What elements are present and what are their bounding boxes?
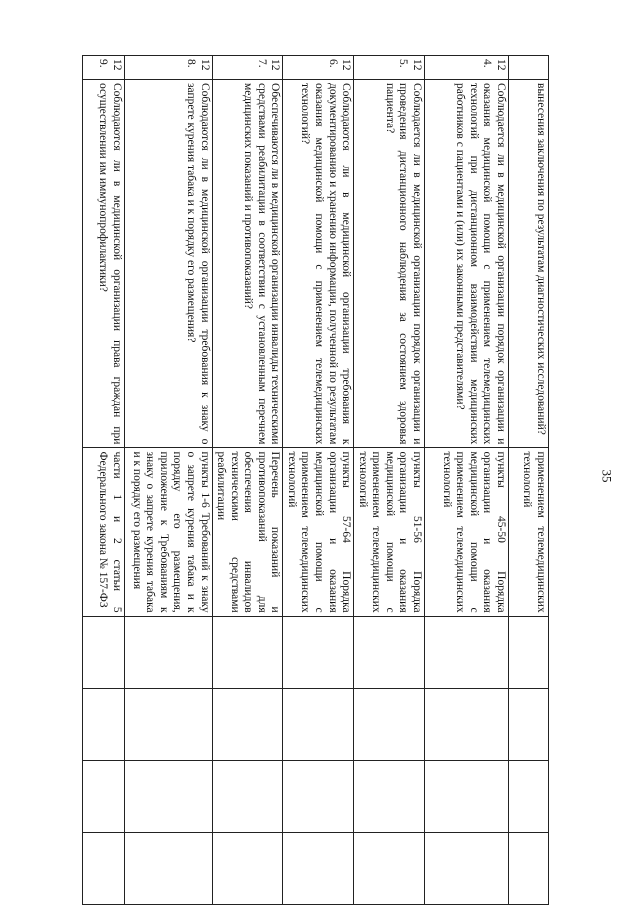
empty-cell	[212, 760, 283, 832]
checklist-table	[82, 55, 549, 905]
table-row	[425, 56, 509, 905]
row-number	[509, 56, 549, 80]
empty-cell	[509, 688, 549, 760]
empty-cell	[212, 832, 283, 904]
empty-cell	[425, 688, 509, 760]
question-cell: Соблюдается ли в медицинской организации порядок организации и проведения дистанционного наблюдения за состоянием здоровья пациента?	[354, 80, 425, 448]
empty-cell	[283, 832, 354, 904]
empty-cell	[212, 688, 283, 760]
row-number: 126.	[283, 56, 354, 80]
reference-cell: Перечень показаний и противопоказаний для обеспечения инвалидов техническими средствами реабилитации	[212, 448, 283, 616]
row-number: 124.	[425, 56, 509, 80]
empty-cell	[124, 688, 212, 760]
question-cell: Соблюдаются ли в медицинской организации требования к знаку о запрете курения табака и к порядку его размещения?	[124, 80, 212, 448]
table-row	[509, 56, 549, 905]
empty-cell	[509, 760, 549, 832]
row-number: 129.	[82, 56, 124, 80]
empty-cell	[425, 760, 509, 832]
question-cell: вынесения заключения по результатам диагностических исследований?	[509, 80, 549, 448]
empty-cell	[212, 616, 283, 688]
empty-cell	[82, 760, 124, 832]
empty-cell	[124, 760, 212, 832]
reference-cell: пункты 45-50 Порядка организации и оказания медицинской помощи с применением телемедицинских технологий	[425, 448, 509, 616]
empty-cell	[425, 616, 509, 688]
table-row	[283, 56, 354, 905]
empty-cell	[283, 688, 354, 760]
row-number: 128.	[124, 56, 212, 80]
table-row	[124, 56, 212, 905]
empty-cell	[82, 616, 124, 688]
empty-cell	[354, 760, 425, 832]
empty-cell	[82, 832, 124, 904]
page-number: 35	[599, 469, 615, 483]
empty-cell	[124, 832, 212, 904]
reference-cell: применением телемедицинских технологий	[509, 448, 549, 616]
table-row	[82, 56, 124, 905]
empty-cell	[354, 688, 425, 760]
question-cell: Соблюдаются ли в медицинской организации права граждан при осуществлении им иммунопрофилактики?	[82, 80, 124, 448]
empty-cell	[509, 832, 549, 904]
row-number: 127.	[212, 56, 283, 80]
empty-cell	[354, 616, 425, 688]
empty-cell	[82, 688, 124, 760]
question-cell: Соблюдается ли в медицинской организации порядок организации и оказания медицинской помощи с применением телемедицинских технологий при дистанционном взаимодействии медицинских работников с пациентами и (или) их законными представителями?	[425, 80, 509, 448]
empty-cell	[283, 760, 354, 832]
reference-cell: пункты 57-64 Порядка организации и оказания медицинской помощи с применением телемедицинских технологий	[283, 448, 354, 616]
reference-cell: части 1 и 2 статьи 5 Федерального закона № 157-ФЗ	[82, 448, 124, 616]
empty-cell	[425, 832, 509, 904]
question-cell: Соблюдаются ли в медицинской организации требования к документированию и хранению информации, полученной по результатам оказания медицинской помощи с применением телемедицинских технологий?	[283, 80, 354, 448]
checklist-table-container	[97, 55, 549, 905]
table-row	[354, 56, 425, 905]
question-cell: Обеспечиваются ли в медицинской организации инвалиды техническими средствами реабилитации в соответствии с установленным перечнем медицинских показаний и противопоказаний?	[212, 80, 283, 448]
table-row	[212, 56, 283, 905]
reference-cell: пункты 1-6 Требований к знаку о запрете курения табака и к порядку его размещения, приложение к Требованиям к знаку о запрете курения табака и к порядку его размещения	[124, 448, 212, 616]
empty-cell	[283, 616, 354, 688]
empty-cell	[124, 616, 212, 688]
reference-cell: пункты 51-56 Порядка организации и оказания медицинской помощи с применением телемедицинских технологий	[354, 448, 425, 616]
empty-cell	[354, 832, 425, 904]
row-number: 125.	[354, 56, 425, 80]
empty-cell	[509, 616, 549, 688]
